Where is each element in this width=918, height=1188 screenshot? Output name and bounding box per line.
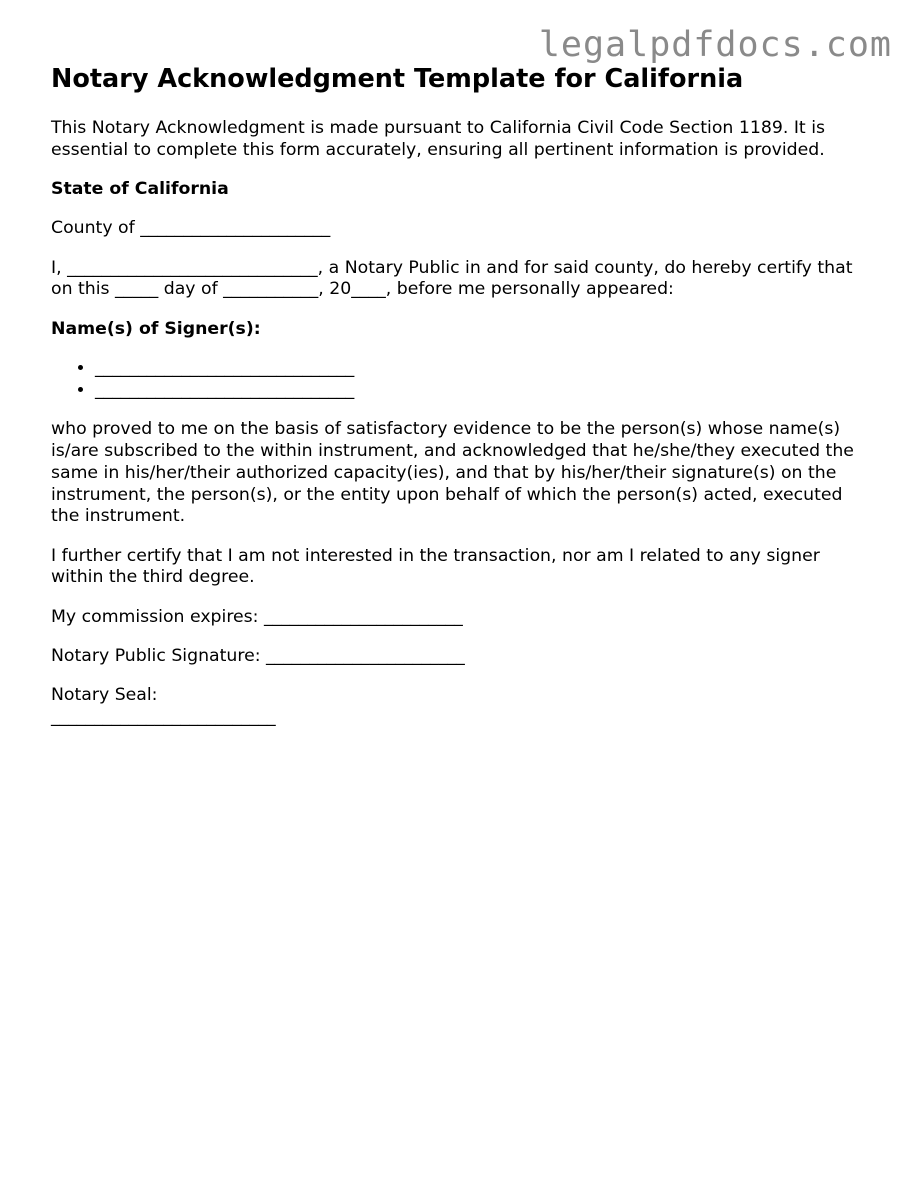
document-body bbox=[51, 62, 871, 746]
notary-seal-label: Notary Seal: bbox=[51, 685, 158, 706]
signer-blank: • ______________________________ bbox=[95, 358, 871, 380]
notary-seal-blank: __________________________ bbox=[51, 707, 276, 728]
intro-paragraph: This Notary Acknowledgment is made pursuant to California Civil Code Section 1189. It is essential to complete this form accurately, ensuring all pertinent information is provided. bbox=[51, 118, 826, 160]
page-title: Notary Acknowledgment Template for California bbox=[51, 64, 744, 94]
signers-heading: Name(s) of Signer(s): bbox=[51, 318, 261, 339]
notary-signature-line: Notary Public Signature: _______________________ bbox=[51, 646, 465, 667]
commission-expires-line: My commission expires: _______________________ bbox=[51, 606, 463, 627]
signers-list bbox=[51, 358, 871, 402]
notary-seal-block bbox=[51, 685, 871, 729]
certify-paragraph: I, _____________________________, a Notary Public in and for said county, do hereby certify that on this _____ day of ___________, 20____, before me personally appeared: bbox=[51, 257, 853, 300]
state-heading: State of California bbox=[51, 179, 229, 200]
county-line: County of ______________________ bbox=[51, 218, 331, 239]
watermark: legalpdfdocs.com bbox=[538, 25, 892, 65]
proof-paragraph: who proved to me on the basis of satisfactory evidence to be the person(s) whose name(s) is/are subscribed to the within instrument, and acknowledged that he/she/they executed the same in his/her/their authorized capacity(ies), and that by his/her/their signature(s) on the instrument, the person(s), or the entity upon behalf of which the person(s) acted, executed the instrument. bbox=[51, 419, 854, 527]
further-certify-paragraph: I further certify that I am not interested in the transaction, nor am I related to any signer within the third degree. bbox=[51, 545, 820, 588]
signer-blank: • ______________________________ bbox=[95, 380, 871, 402]
